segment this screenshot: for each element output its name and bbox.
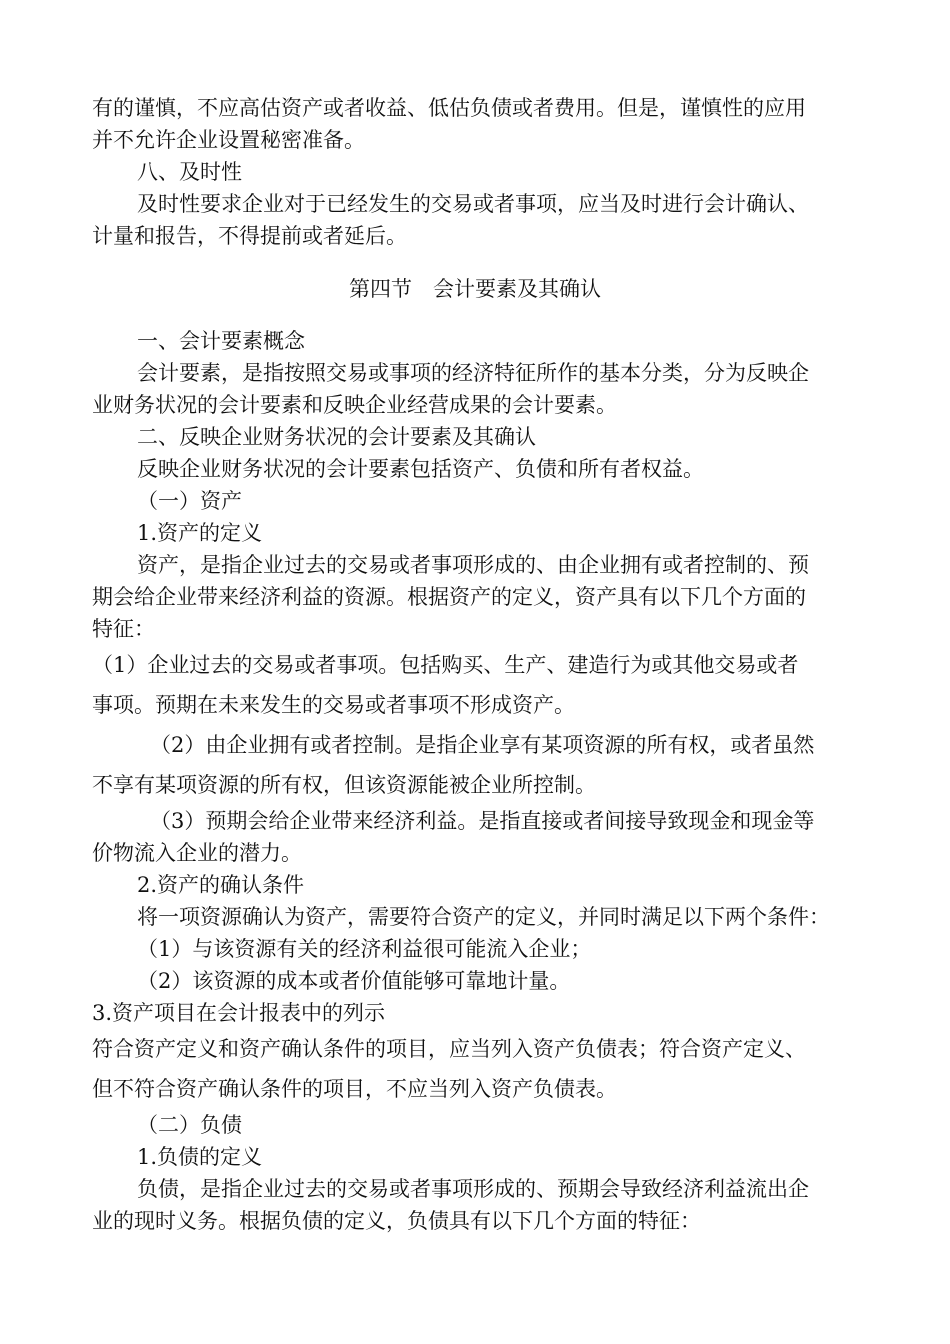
section-heading: 一、会计要素概念 xyxy=(137,329,305,353)
list-item-continuation: 事项。预期在未来发生的交易或者事项不形成资产。 xyxy=(92,693,575,717)
paragraph-line: 及时性要求企业对于已经发生的交易或者事项，应当及时进行会计确认、 xyxy=(137,192,809,216)
paragraph-line: 会计要素，是指按照交易或事项的经济特征所作的基本分类，分为反映企 xyxy=(137,361,809,385)
paragraph-line: 资产，是指企业过去的交易或者事项形成的、由企业拥有或者控制的、预 xyxy=(137,553,809,577)
list-item: （1）企业过去的交易或者事项。包括购买、生产、建造行为或其他交易或者 xyxy=(92,653,799,677)
list-item-continuation: 价物流入企业的潜力。 xyxy=(92,841,302,865)
subsection-heading: 2.资产的确认条件 xyxy=(137,873,305,897)
paragraph-line: 将一项资源确认为资产，需要符合资产的定义，并同时满足以下两个条件： xyxy=(137,905,830,929)
section-heading: 八、及时性 xyxy=(137,160,242,184)
list-item: （2）由企业拥有或者控制。是指企业享有某项资源的所有权，或者虽然 xyxy=(150,733,815,757)
list-item: （2）该资源的成本或者价值能够可靠地计量。 xyxy=(137,969,571,993)
paragraph-line: 计量和报告，不得提前或者延后。 xyxy=(92,224,407,248)
paragraph-line: 业的现时义务。根据负债的定义，负债具有以下几个方面的特征： xyxy=(92,1209,701,1233)
list-item: （3）预期会给企业带来经济利益。是指直接或者间接导致现金和现金等 xyxy=(150,809,815,833)
paragraph-line: 特征： xyxy=(92,617,155,641)
list-item-continuation: 不享有某项资源的所有权，但该资源能被企业所控制。 xyxy=(92,773,596,797)
subsection-heading: （二）负债 xyxy=(137,1113,242,1137)
paragraph-line: 并不允许企业设置秘密准备。 xyxy=(92,128,365,152)
chapter-heading: 第四节 会计要素及其确认 xyxy=(349,277,601,301)
paragraph-line: 符合资产定义和资产确认条件的项目，应当列入资产负债表；符合资产定义、 xyxy=(92,1037,806,1061)
paragraph-line: 期会给企业带来经济利益的资源。根据资产的定义，资产具有以下几个方面的 xyxy=(92,585,806,609)
paragraph-line: 负债，是指企业过去的交易或者事项形成的、预期会导致经济利益流出企 xyxy=(137,1177,809,1201)
paragraph-line: 有的谨慎，不应高估资产或者收益、低估负债或者费用。但是，谨慎性的应用 xyxy=(92,96,806,120)
subsection-heading: 3.资产项目在会计报表中的列示 xyxy=(92,1001,386,1025)
paragraph-line: 但不符合资产确认条件的项目，不应当列入资产负债表。 xyxy=(92,1077,617,1101)
paragraph-line: 反映企业财务状况的会计要素包括资产、负债和所有者权益。 xyxy=(137,457,704,481)
section-heading: 二、反映企业财务状况的会计要素及其确认 xyxy=(137,425,536,449)
list-item: （1）与该资源有关的经济利益很可能流入企业； xyxy=(137,937,592,961)
subsection-heading: 1.负债的定义 xyxy=(137,1145,263,1169)
subsection-heading: （一）资产 xyxy=(137,489,242,513)
subsection-heading: 1.资产的定义 xyxy=(137,521,263,545)
paragraph-line: 业财务状况的会计要素和反映企业经营成果的会计要素。 xyxy=(92,393,617,417)
